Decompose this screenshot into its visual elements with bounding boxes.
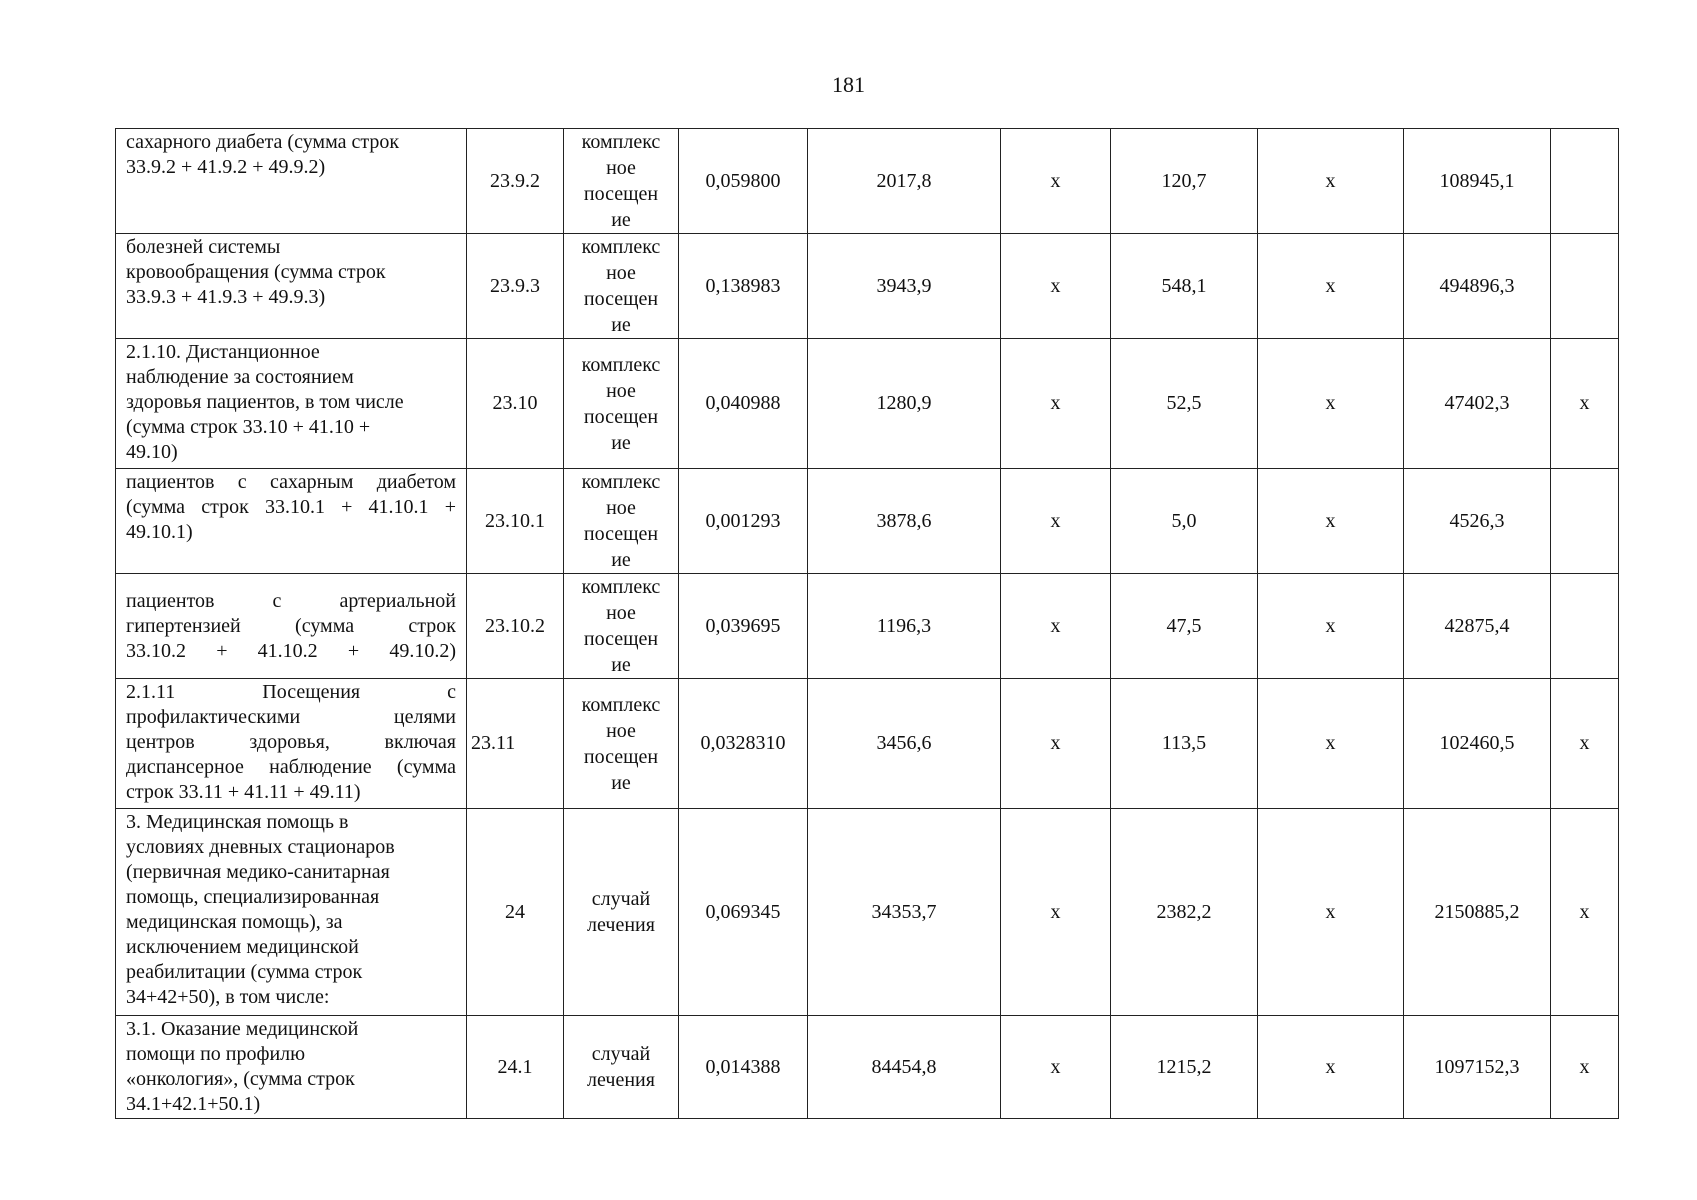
description-line: «онкология», (сумма строк <box>126 1068 355 1090</box>
description-line: гипертензией (сумма строк <box>126 615 456 637</box>
row-col9: 47402,3 <box>1404 339 1551 469</box>
row-description <box>116 679 467 809</box>
row-col8: х <box>1258 129 1404 234</box>
description-line: 2.1.10. Дистанционное <box>126 341 320 363</box>
row-col8: х <box>1258 469 1404 574</box>
row-cost: 1280,9 <box>808 339 1001 469</box>
description-line: реабилитации (сумма строк <box>126 961 363 983</box>
description-line: помощь, специализированная <box>126 886 380 908</box>
row-unit <box>564 679 679 809</box>
row-col9: 102460,5 <box>1404 679 1551 809</box>
row-col9: 1097152,3 <box>1404 1016 1551 1119</box>
row-col7: 1215,2 <box>1111 1016 1258 1119</box>
row-code: 23.9.2 <box>467 129 564 234</box>
row-cost: 34353,7 <box>808 809 1001 1016</box>
row-description <box>116 129 467 234</box>
row-cost: 3878,6 <box>808 469 1001 574</box>
unit-line: ие <box>611 654 631 676</box>
description-line: 49.10.1) <box>126 521 193 543</box>
row-col7: 47,5 <box>1111 574 1258 679</box>
row-col7: 52,5 <box>1111 339 1258 469</box>
description-line: 33.9.3 + 41.9.3 + 49.9.3) <box>126 286 326 308</box>
description-line: 3.1. Оказание медицинской <box>126 1018 359 1040</box>
description-line: 2.1.11 Посещения с <box>126 681 456 703</box>
row-code: 23.10.1 <box>467 469 564 574</box>
row-col10 <box>1551 574 1619 679</box>
row-cost: 3456,6 <box>808 679 1001 809</box>
unit-line: посещен <box>583 183 659 205</box>
description-line: (сумма строк 33.10.1 + 41.10.1 + <box>126 496 456 518</box>
row-col8: х <box>1258 339 1404 469</box>
description-line: исключением медицинской <box>126 936 359 958</box>
unit-line: комплекс <box>581 693 661 716</box>
table-row <box>116 1016 1619 1119</box>
row-col10: х <box>1551 809 1619 1016</box>
row-col6: х <box>1001 469 1111 574</box>
row-col7: 548,1 <box>1111 234 1258 339</box>
unit-line: комплекс <box>581 471 661 493</box>
description-line: строк 33.11 + 41.11 + 49.11) <box>126 781 361 803</box>
unit-line: ие <box>611 209 631 231</box>
row-norm: 0,014388 <box>679 1016 808 1119</box>
page-number: 181 <box>832 72 865 97</box>
row-col6: х <box>1001 809 1111 1016</box>
description-line: профилактическими целями <box>126 706 456 728</box>
unit-line: посещен <box>583 288 659 310</box>
description-line: помощи по профилю <box>126 1043 306 1065</box>
row-col10 <box>1551 129 1619 234</box>
description-line: медицинская помощь), за <box>126 911 343 933</box>
unit-line: лечения <box>587 914 655 936</box>
row-col10 <box>1551 234 1619 339</box>
description-line: болезней системы <box>126 236 281 258</box>
row-col9: 2150885,2 <box>1404 809 1551 1016</box>
row-unit <box>564 234 679 339</box>
row-code: 24.1 <box>467 1016 564 1119</box>
table-row <box>116 129 1619 234</box>
description-line: диспансерное наблюдение (сумма <box>126 756 456 778</box>
row-norm: 0,040988 <box>679 339 808 469</box>
row-cost: 1196,3 <box>808 574 1001 679</box>
row-norm: 0,039695 <box>679 574 808 679</box>
unit-line: ное <box>606 719 636 742</box>
unit-line: ное <box>606 602 636 624</box>
unit-line: ие <box>611 314 631 336</box>
row-col6: х <box>1001 339 1111 469</box>
row-col10: х <box>1551 339 1619 469</box>
unit-line: случай <box>591 888 651 910</box>
unit-line: ное <box>606 262 636 284</box>
table-row <box>116 809 1619 1016</box>
table-body <box>116 129 1619 1119</box>
unit-line: комплекс <box>581 236 661 258</box>
row-code: 23.9.3 <box>467 234 564 339</box>
row-unit <box>564 339 679 469</box>
unit-line: комплекс <box>581 353 661 376</box>
row-code: 23.10.2 <box>467 574 564 679</box>
row-col8: х <box>1258 234 1404 339</box>
row-col6: х <box>1001 574 1111 679</box>
unit-line: ие <box>611 771 631 794</box>
row-code: 23.11 <box>467 679 564 809</box>
row-norm: 0,059800 <box>679 129 808 234</box>
unit-line: комплекс <box>581 576 661 598</box>
description-line: здоровья пациентов, в том числе <box>126 391 404 413</box>
unit-line: ное <box>606 157 636 179</box>
row-col8: х <box>1258 809 1404 1016</box>
description-line: 33.9.2 + 41.9.2 + 49.9.2) <box>126 156 326 178</box>
row-col8: х <box>1258 1016 1404 1119</box>
unit-line: посещен <box>583 405 659 428</box>
row-norm: 0,0328310 <box>679 679 808 809</box>
unit-line: ие <box>611 549 631 571</box>
description-line: 3. Медицинская помощь в <box>126 811 349 833</box>
row-col9: 4526,3 <box>1404 469 1551 574</box>
description-line: 49.10) <box>126 441 178 463</box>
row-cost: 84454,8 <box>808 1016 1001 1119</box>
data-table <box>115 128 1619 1119</box>
table-row <box>116 339 1619 469</box>
unit-line: ное <box>606 497 636 519</box>
row-col10: х <box>1551 679 1619 809</box>
row-col10: х <box>1551 1016 1619 1119</box>
row-norm: 0,001293 <box>679 469 808 574</box>
unit-line: ное <box>606 379 636 402</box>
row-col7: 113,5 <box>1111 679 1258 809</box>
row-col8: х <box>1258 679 1404 809</box>
row-description <box>116 469 467 574</box>
row-norm: 0,138983 <box>679 234 808 339</box>
unit-line: посещен <box>583 523 659 545</box>
description-line: наблюдение за состоянием <box>126 366 354 388</box>
row-col7: 120,7 <box>1111 129 1258 234</box>
row-col9: 42875,4 <box>1404 574 1551 679</box>
row-col7: 2382,2 <box>1111 809 1258 1016</box>
row-col6: х <box>1001 679 1111 809</box>
row-col8: х <box>1258 574 1404 679</box>
row-norm: 0,069345 <box>679 809 808 1016</box>
row-unit <box>564 1016 679 1119</box>
description-line: пациентов с артериальной <box>126 590 456 612</box>
row-description <box>116 1016 467 1119</box>
row-unit <box>564 469 679 574</box>
table-row <box>116 574 1619 679</box>
row-description <box>116 234 467 339</box>
description-line: 33.10.2 + 41.10.2 + 49.10.2) <box>126 640 456 662</box>
row-code: 23.10 <box>467 339 564 469</box>
description-line: (первичная медико-санитарная <box>126 861 390 883</box>
table-row <box>116 234 1619 339</box>
row-cost: 3943,9 <box>808 234 1001 339</box>
row-unit <box>564 809 679 1016</box>
row-cost: 2017,8 <box>808 129 1001 234</box>
row-code: 24 <box>467 809 564 1016</box>
row-unit <box>564 129 679 234</box>
description-line: (сумма строк 33.10 + 41.10 + <box>126 416 371 438</box>
unit-line: случай <box>591 1043 651 1065</box>
row-col9: 494896,3 <box>1404 234 1551 339</box>
unit-line: лечения <box>587 1069 655 1091</box>
row-col9: 108945,1 <box>1404 129 1551 234</box>
row-unit <box>564 574 679 679</box>
description-line: сахарного диабета (сумма строк <box>126 131 400 153</box>
row-description <box>116 809 467 1016</box>
description-line: 34+42+50), в том числе: <box>126 986 330 1008</box>
row-col6: х <box>1001 234 1111 339</box>
table-row <box>116 679 1619 809</box>
row-col6: х <box>1001 1016 1111 1119</box>
description-line: условиях дневных стационаров <box>126 836 395 858</box>
row-col10 <box>1551 469 1619 574</box>
unit-line: комплекс <box>581 131 661 153</box>
table-row <box>116 469 1619 574</box>
row-col7: 5,0 <box>1111 469 1258 574</box>
description-line: 34.1+42.1+50.1) <box>126 1093 261 1115</box>
row-description <box>116 339 467 469</box>
unit-line: посещен <box>583 628 659 650</box>
description-line: пациентов с сахарным диабетом <box>126 471 456 493</box>
unit-line: ие <box>611 431 631 454</box>
row-description <box>116 574 467 679</box>
unit-line: посещен <box>583 745 659 768</box>
row-col6: х <box>1001 129 1111 234</box>
description-line: кровообращения (сумма строк <box>126 261 386 283</box>
description-line: центров здоровья, включая <box>126 731 456 753</box>
